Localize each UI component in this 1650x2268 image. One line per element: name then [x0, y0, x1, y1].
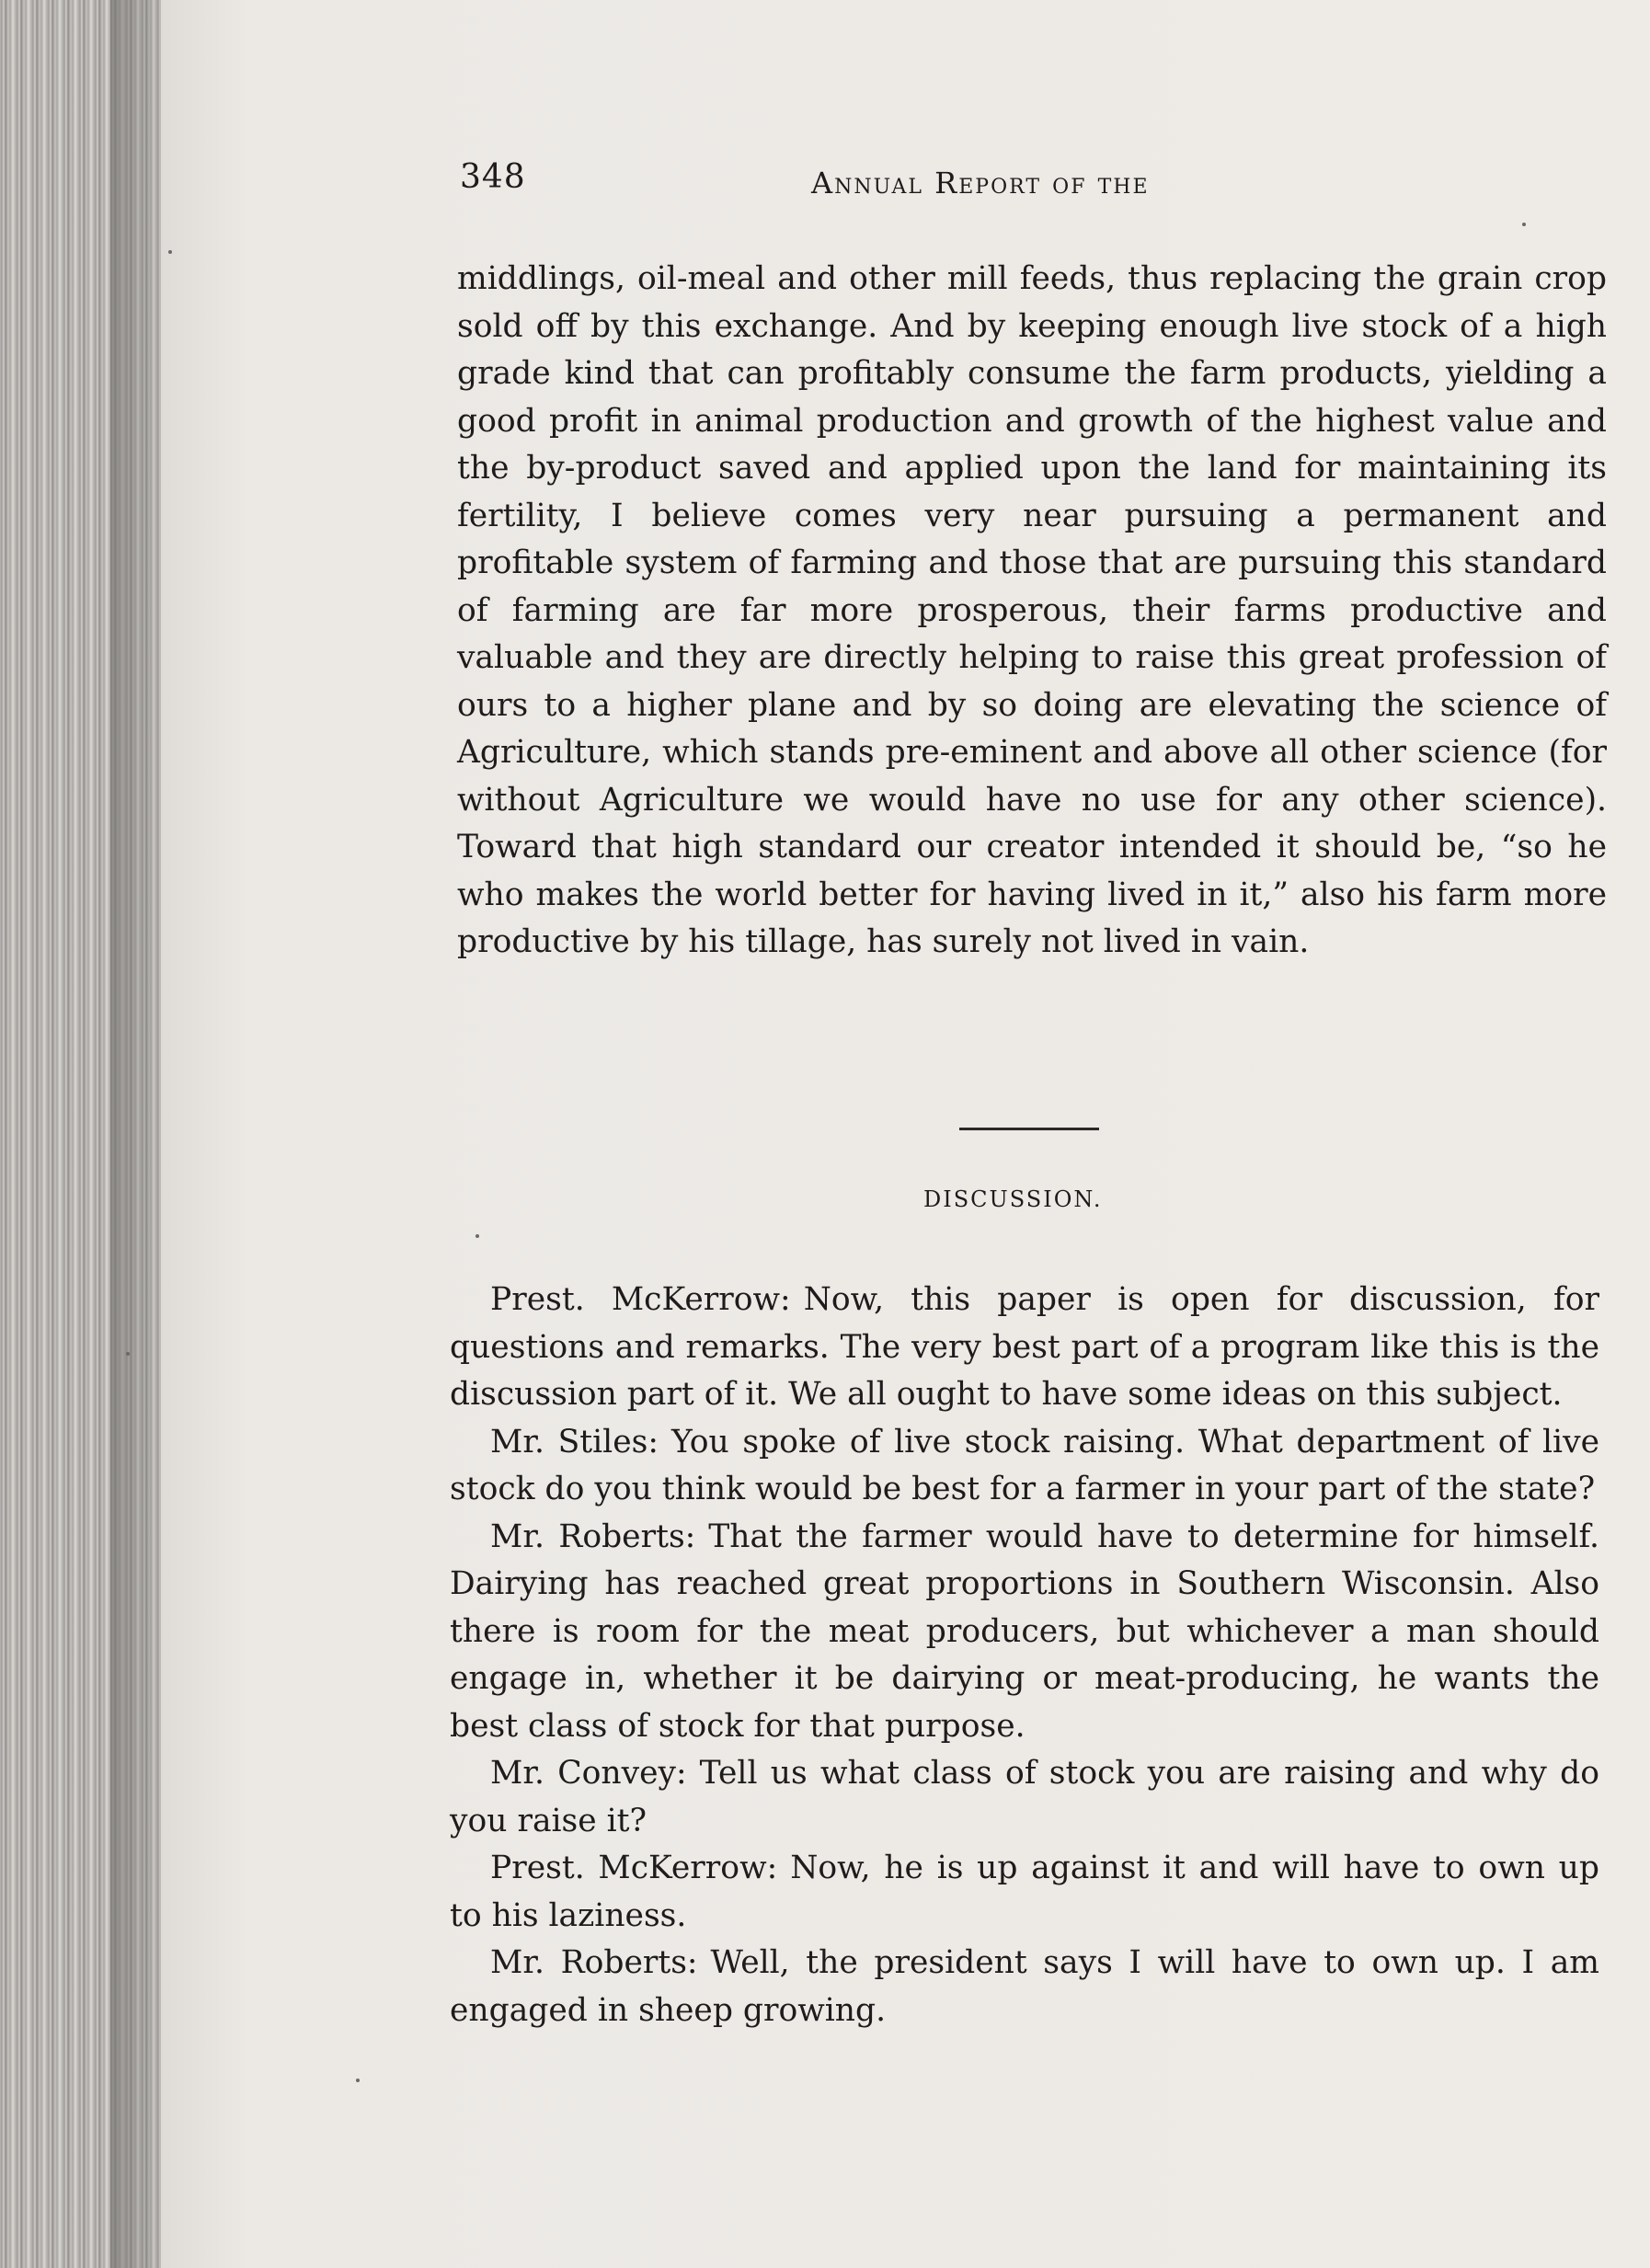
speaker-name: Mr. Convey: — [490, 1755, 687, 1792]
speaker-remark: Tell us what class of stock you are raising and why do you raise it? — [450, 1755, 1599, 1839]
speaker-remark: You spoke of live stock raising. What department of live stock do you think would be best for a farmer in your part of the state? — [450, 1423, 1600, 1507]
discussion-entry — [450, 1750, 1599, 1845]
discussion-entry — [450, 1845, 1599, 1940]
speaker-name: Mr. Roberts: — [490, 1518, 696, 1555]
paper-speck — [168, 250, 172, 254]
speaker-name: Prest. McKerrow: — [490, 1281, 791, 1318]
speaker-remark: That the farmer would have to determine for himself. Dairying has reached great proportions in Southern Wisconsin. Also there is room for the meat producers, but whichever a man should engage in, whether it be dairying or meat-producing, he wants the best class of stock for that purpose. — [450, 1518, 1599, 1745]
paper-speck — [1522, 223, 1526, 226]
discussion-entry — [450, 1419, 1599, 1514]
speaker-remark: Well, the president says I will have to own up. I am engaged in sheep growing. — [450, 1944, 1599, 2029]
discussion-transcript — [450, 1277, 1599, 2034]
speaker-name: Mr. Roberts: — [490, 1944, 698, 1981]
gutter-shadow — [110, 0, 166, 2268]
paper-speck — [356, 2079, 360, 2082]
page-header — [460, 158, 1610, 213]
section-title: DISCUSSION. — [923, 1186, 1103, 1212]
speaker-remark: Now, he is up against it and will have to own up to his laziness. — [450, 1850, 1599, 1934]
discussion-entry — [450, 1277, 1599, 1419]
body-paragraph: middlings, oil-meal and other mill feeds, thus replacing the grain crop sold off by this exchange. And by keeping enough live stock of a high grade kind that can profitably consume the farm products, yielding a good profit in animal production and growth of the highest value and the by-product saved and applied upon the land for maintaining its fertility, I believe comes very near pursuing a permanent and profitable system of farming and those that are pursuing this standard of farming are far more prosperous, their farms productive and valuable and they are directly helping to raise this great profession of ours to a higher plane and by so doing are elevating the science of Agriculture, which stands pre-eminent and above all other science (for without Agriculture we would have no use for any other science). Toward that high standard our creator intended it should be, “so he who makes the world better for having lived in it,” also his farm more productive by his tillage, has surely not lived in vain. — [457, 260, 1607, 960]
speaker-name: Mr. Stiles: — [490, 1423, 659, 1460]
body-text — [457, 256, 1607, 967]
section-rule — [959, 1128, 1099, 1130]
running-head: Annual Report of the — [811, 166, 1150, 200]
discussion-entry — [450, 1940, 1599, 2034]
page-number: 348 — [460, 158, 526, 196]
speaker-remark: Now, this paper is open for discussion, for questions and remarks. The very best part of a program like this is the discussion part of it. We all ought to have some ideas on this subject. — [450, 1281, 1599, 1413]
paper-speck — [476, 1234, 479, 1238]
discussion-entry — [450, 1514, 1599, 1751]
paper-speck — [126, 1352, 130, 1356]
speaker-name: Prest. McKerrow: — [490, 1850, 778, 1886]
